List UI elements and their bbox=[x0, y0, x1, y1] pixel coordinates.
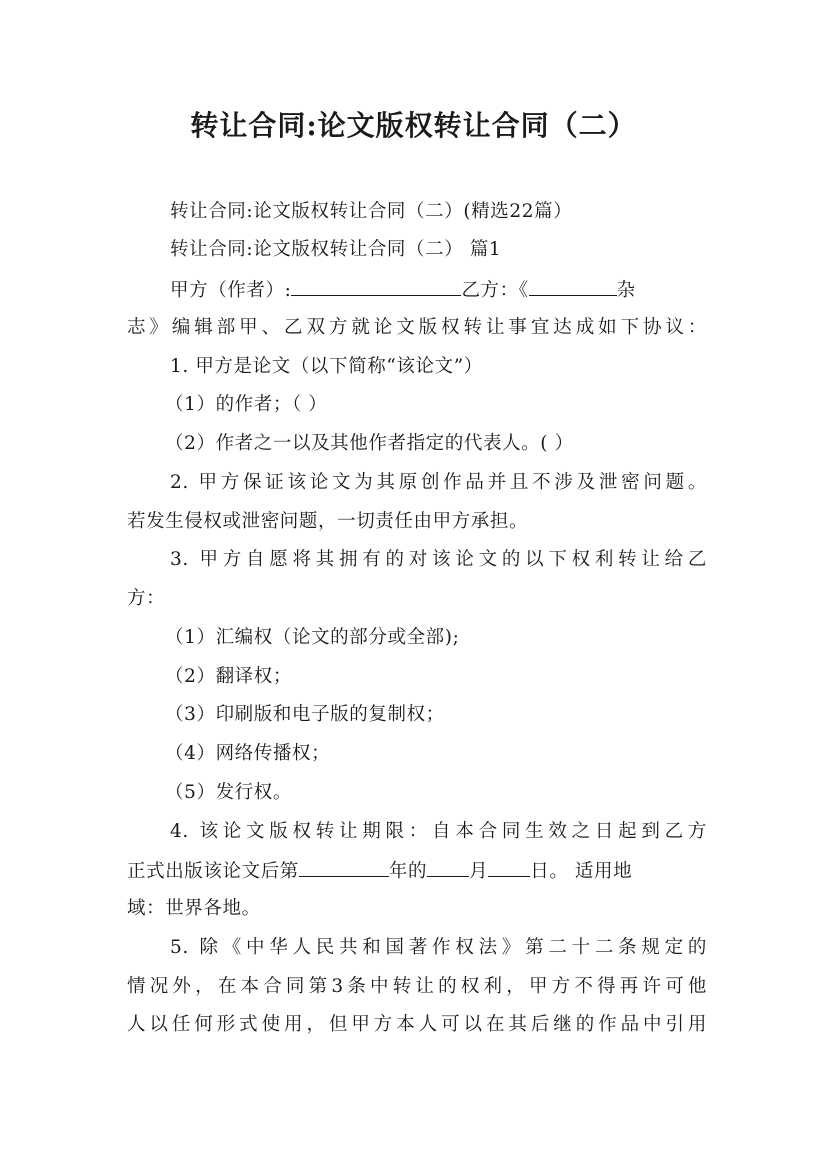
clause-5-continued-1: 情况外，在本合同第3条中转让的权利，甲方不得再许可他 bbox=[127, 976, 707, 997]
right-item-2: （2）翻译权； bbox=[165, 666, 292, 687]
term-text-4: 日。 适用地 bbox=[530, 861, 633, 882]
party-a-label: 甲方（作者）: bbox=[170, 280, 292, 301]
term-text-2: 年的 bbox=[388, 861, 428, 882]
party-b-suffix: 杂 bbox=[616, 280, 636, 301]
subtitle-line: 转让合同:论文版权转让合同（二）(精选22篇） bbox=[170, 201, 573, 222]
clause-3-continued: 方： bbox=[127, 588, 166, 609]
right-item-5: （5）发行权。 bbox=[165, 782, 292, 803]
clause-4-region: 域：世界各地。 bbox=[127, 898, 261, 919]
section-heading: 转让合同:论文版权转让合同（二） 篇1 bbox=[170, 239, 502, 260]
clause-3: 3. 甲方自愿将其拥有的对该论文的以下权利转让给乙 bbox=[170, 549, 707, 570]
month-blank bbox=[427, 858, 469, 877]
year-blank bbox=[299, 858, 389, 877]
clause-1: 1. 甲方是论文（以下简称“该论文”） bbox=[170, 356, 483, 377]
day-blank bbox=[488, 858, 530, 877]
party-line bbox=[170, 277, 707, 303]
right-item-1: （1）汇编权（论文的部分或全部); bbox=[165, 627, 460, 648]
document-title: 转让合同:论文版权转让合同（二） bbox=[190, 109, 637, 142]
magazine-blank bbox=[529, 277, 617, 296]
party-b-label: 乙方：《 bbox=[461, 280, 529, 301]
term-text-1: 正式出版该论文后第 bbox=[127, 861, 299, 882]
clause-2-continued: 若发生侵权或泄密问题，一切责任由甲方承担。 bbox=[127, 511, 529, 532]
right-item-3: （3）印刷版和电子版的复制权； bbox=[165, 704, 445, 725]
party-a-blank bbox=[291, 277, 461, 296]
clause-2: 2. 甲方保证该论文为其原创作品并且不涉及泄密问题。 bbox=[170, 472, 707, 493]
clause-1-option-1: （1）的作者；（ ） bbox=[165, 394, 328, 415]
term-text-3: 月 bbox=[469, 861, 489, 882]
clause-4: 4. 该论文版权转让期限：自本合同生效之日起到乙方 bbox=[170, 821, 707, 842]
clause-5: 5. 除《中华人民共和国著作权法》第二十二条规定的 bbox=[170, 937, 707, 958]
clause-1-option-2: （2）作者之一以及其他作者指定的代表人。( ） bbox=[165, 433, 574, 454]
clause-5-continued-2: 人以任何形式使用，但甲方本人可以在其后继的作品中引用 bbox=[127, 1014, 707, 1035]
right-item-4: （4）网络传播权； bbox=[165, 743, 331, 764]
paragraph-line: 志》编辑部甲、乙双方就论文版权转让事宜达成如下协议： bbox=[127, 317, 707, 338]
clause-4-term-line bbox=[127, 858, 707, 884]
